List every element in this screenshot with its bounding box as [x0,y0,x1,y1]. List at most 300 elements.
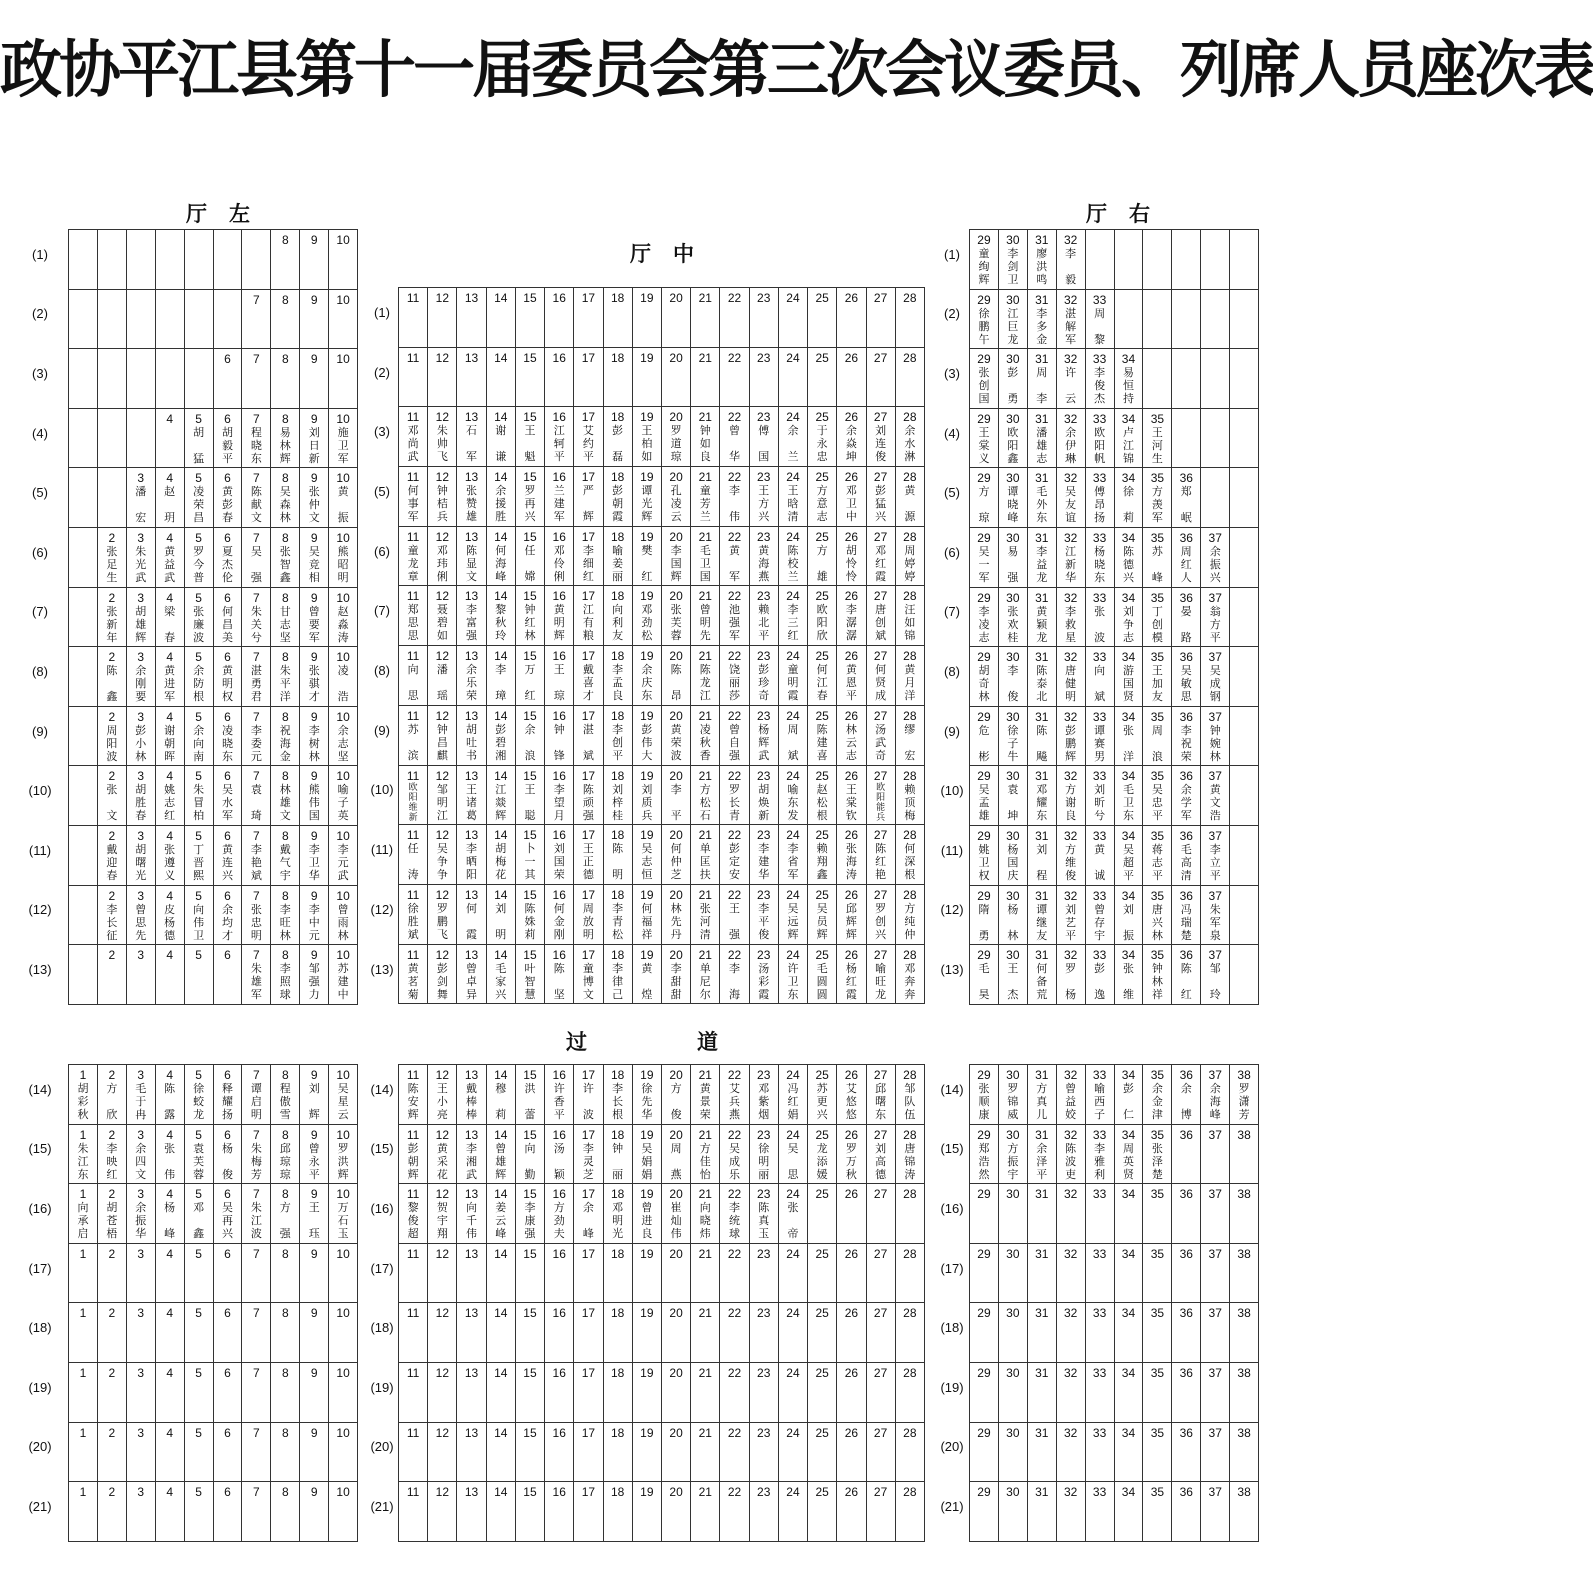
seat-cell [516,825,545,884]
seat-number: 19 [640,1187,654,1202]
seat-number: 37 [1208,769,1222,784]
seat-cell [545,885,574,944]
seat-cell [271,1125,300,1184]
seat-number: 5 [195,411,202,426]
seat-number: 19 [640,589,654,604]
seat-name: 晏 路 [1180,604,1192,644]
seat-number: 4 [166,709,174,724]
seat-cell [185,766,214,825]
row-label: (20) [940,1439,964,1455]
seat-number: 38 [1237,1485,1251,1500]
seat-cell [999,647,1028,706]
seat-cell [329,886,357,945]
seat-number: 9 [310,530,318,545]
seat-cell [185,1363,214,1422]
seat-number: 13 [464,1246,479,1261]
seat-cell [516,288,545,347]
seat-number: 7 [253,1068,260,1082]
seat-cell [1201,528,1230,587]
seat-cell [69,409,98,468]
seat-number: 29 [977,1306,991,1321]
seat-number: 31 [1035,1127,1049,1142]
seat-row [69,1125,357,1185]
seat-number: 34 [1121,1365,1136,1380]
seat-name: 郑 浩 然 [978,1141,990,1181]
seat-name: 樊 红 [641,543,653,583]
seat-cell [1115,290,1144,349]
seat-cell [1230,707,1258,766]
seat-name: 余 振 兴 [1209,544,1221,584]
seat-number: 32 [1063,233,1078,247]
seat-row [69,647,357,707]
seat-name: 曾 自 强 [729,722,741,762]
seat-cell [1057,1363,1086,1422]
seat-cell [867,1363,896,1422]
seat-number: 33 [1092,948,1107,963]
seat-cell [750,348,779,407]
seat-number: 26 [844,708,859,723]
seat-name: 喻 旺 龙 [875,961,887,1001]
seat-number: 27 [873,1425,888,1440]
seat-name: 余 援 胜 [495,484,507,524]
seat-cell [399,407,428,466]
seat-name: 施 卫 军 [337,425,349,465]
seat-cell [1143,1303,1172,1362]
seat-cell [487,885,516,944]
seat-cell [896,1184,924,1243]
row-label: (20) [28,1439,52,1455]
seat-name: 余 防 根 [193,664,205,704]
seat-number: 10 [336,292,350,307]
row-label: (17) [370,1260,394,1276]
seat-cell [1201,1423,1230,1482]
seat-cell [329,1482,357,1541]
seat-name: 兰 建 军 [553,484,565,524]
seat-number: 23 [757,1127,771,1142]
row-label: (9) [32,723,48,739]
seat-number: 13 [464,947,479,962]
seat-name: 汤 颖 [553,1141,565,1181]
seat-name: 李 照 球 [279,962,291,1002]
seat-name: 李 青 松 [612,901,624,941]
seat-name: 张 顺 康 [978,1082,990,1121]
row-label: (19) [940,1379,964,1395]
seat-cell [1143,1363,1172,1422]
seat-cell [1201,1065,1230,1124]
seat-cell [300,826,329,885]
seat-name: 李 律 己 [612,961,624,1001]
seat-number: 33 [1092,1187,1107,1202]
seat-number: 13 [464,708,479,723]
seat-cell [1230,1303,1258,1362]
seat-cell [185,707,214,766]
seat-name: 唐 锦 涛 [904,1141,916,1181]
seat-number: 4 [166,1425,174,1440]
seat-cell [127,1065,156,1124]
seat-name: 何 昌 美 [221,604,233,644]
seat-number: 8 [281,828,289,843]
seat-name: 邓 玮 俐 [436,543,448,583]
seat-number: 4 [166,1485,174,1500]
seat-cell [750,407,779,466]
seat-name: 张 海 涛 [845,842,857,882]
seat-number: 8 [281,1306,289,1321]
seat-cell [98,1065,127,1124]
seat-number: 35 [1150,1246,1165,1261]
seat-number: 18 [610,1425,625,1440]
seat-name: 汪 如 锦 [904,603,916,643]
seat-cell [750,1303,779,1362]
seat-number: 34 [1121,1425,1136,1440]
seat-number: 34 [1121,888,1136,903]
seat-number: 26 [844,470,859,485]
seat-name: 邹 强 力 [308,962,320,1002]
seat-number: 15 [523,410,537,425]
seat-number: 26 [844,828,859,843]
seat-number: 10 [336,1485,350,1500]
seat-number: 29 [977,411,991,426]
row-label: (16) [940,1201,964,1216]
seat-cell [1172,1303,1201,1362]
seat-cell [300,1065,329,1124]
seat-number: 24 [786,1306,800,1321]
seat-number: 37 [1208,590,1222,605]
seat-name: 余 四 文 [135,1141,147,1181]
seat-cell [779,825,808,884]
seat-number: 21 [698,589,712,604]
seat-cell [662,766,691,825]
seat-number: 21 [698,887,712,902]
seat-row [399,1125,924,1185]
seat-cell [1230,588,1258,647]
seat-cell [1086,468,1115,527]
seat-number: 30 [1006,828,1020,843]
seat-number: 18 [610,828,625,843]
seat-cell [98,468,127,527]
seat-cell [271,230,300,289]
seat-cell [1028,349,1057,408]
seat-name: 易 林 辉 [279,425,291,465]
seat-number: 2 [108,1246,116,1261]
seat-name: 易 恒 持 [1122,366,1134,406]
seat-number: 1 [79,1127,87,1142]
seat-number: 3 [137,1068,145,1082]
seat-cell [271,707,300,766]
seat-name: 李 晒 阳 [466,842,478,882]
seat-number: 2 [108,888,116,903]
seat-cell [1086,528,1115,587]
seat-number: 38 [1237,1068,1251,1082]
seat-cell [750,885,779,944]
seat-number: 29 [977,352,991,367]
seat-row [399,586,924,646]
seat-name: 黄 恩 平 [845,663,857,703]
seat-cell [1201,349,1230,408]
row-label: (15) [28,1141,52,1157]
seat-number: 15 [523,350,537,365]
seat-name: 向 晓 炜 [699,1201,711,1241]
seat-name: 陈 飚 [1036,723,1048,763]
seat-name: 石 军 [466,424,478,464]
seat-number: 2 [108,1306,116,1321]
seat-number: 37 [1208,948,1222,963]
seat-number: 9 [310,1425,318,1440]
seat-name: 张 维 [1122,962,1134,1002]
seat-number: 4 [166,530,174,545]
seat-name: 吴 敏 思 [1180,664,1192,704]
seat-row [69,588,357,648]
seat-cell [662,288,691,347]
seat-number: 11 [406,529,420,544]
seat-cell [487,646,516,705]
row-label: (13) [940,962,964,977]
seat-name: 吴 志 恒 [641,842,653,882]
seat-number: 20 [669,768,683,783]
seat-cell [428,1244,457,1303]
seat-name: 黄 明 权 [221,664,233,704]
seat-cell [69,468,98,527]
seat-number: 32 [1063,1246,1078,1261]
seat-cell [1143,349,1172,408]
row-label: (15) [370,1141,394,1157]
seat-cell [720,646,749,705]
seat-name: 喻 东 发 [787,782,799,822]
seat-cell [214,1184,243,1243]
seat-number: 13 [464,1365,479,1380]
seat-name: 梁 春 [164,604,176,644]
seat-name: 陈 顽 强 [582,782,594,822]
seat-name: 万 石 玉 [337,1201,349,1241]
seat-name: 徐 蛟 龙 [193,1082,205,1121]
seat-number: 11 [406,1306,420,1321]
seat-cell [896,766,924,825]
middle-seat-block [398,287,925,1004]
seat-number: 29 [977,1127,991,1142]
seat-number: 18 [610,589,625,604]
seat-cell [867,467,896,526]
seat-name: 朱 帅 飞 [436,424,448,464]
seat-number: 3 [137,1187,145,1202]
seat-cell [1172,945,1201,1004]
seat-number: 26 [844,1246,859,1261]
seat-number: 15 [523,649,537,664]
seat-cell [808,348,837,407]
seat-number: 33 [1092,650,1107,665]
seat-cell [399,1244,428,1303]
seat-cell [457,945,486,1004]
seat-name: 彭 定 安 [729,842,741,882]
seat-cell [574,1184,603,1243]
seat-number: 7 [253,888,260,903]
seat-number: 22 [727,1127,742,1142]
seat-number: 19 [640,1365,654,1380]
seat-cell [1086,1363,1115,1422]
seat-name: 黄 进 军 [164,664,176,704]
seat-number: 27 [873,529,888,544]
seat-number: 34 [1121,650,1136,665]
seat-cell [457,825,486,884]
seat-number: 35 [1150,1127,1165,1142]
seat-name: 彭 小 林 [135,723,147,763]
seat-cell [1172,707,1201,766]
seat-number: 18 [610,887,625,902]
seat-cell [300,290,329,349]
seat-cell [1028,1184,1057,1243]
seat-cell [837,1363,866,1422]
seat-cell [750,467,779,526]
row-label: (8) [944,664,960,679]
seat-number: 8 [281,530,289,545]
seat-name: 单 尼 尔 [699,961,711,1001]
seat-name: 黄 彭 春 [221,485,233,525]
seat-cell [691,1423,720,1482]
seat-cell [214,766,243,825]
seat-number: 29 [977,650,991,665]
seat-name: 张 泽 楚 [1151,1141,1163,1181]
seat-cell [720,885,749,944]
seat-cell [428,945,457,1004]
seat-name: 游 国 贤 [1122,664,1134,704]
seat-cell [185,1303,214,1362]
seat-name: 隋 勇 [978,902,990,942]
seat-number: 17 [581,887,596,902]
seat-number: 26 [844,350,859,365]
seat-cell [633,1423,662,1482]
seat-cell [457,348,486,407]
seat-cell [1143,945,1172,1004]
seat-cell [428,885,457,944]
seat-cell [1230,1065,1258,1124]
seat-name: 余 水 淋 [904,424,916,464]
seat-number: 20 [669,1068,683,1082]
seat-cell [185,1482,214,1541]
seat-name: 丁 创 模 [1151,604,1163,644]
seat-name: 陈 泰 北 [1036,664,1048,704]
seat-cell [779,706,808,765]
seat-row [970,1244,1258,1304]
seat-number: 29 [977,590,991,605]
seat-number: 23 [757,1485,771,1500]
seat-cell [662,1065,691,1124]
seat-number: 17 [581,768,596,783]
seat-cell [545,825,574,884]
seat-cell [1230,468,1258,527]
seat-cell [808,1303,837,1362]
seat-name: 罗 今 普 [193,544,205,584]
seat-cell [867,527,896,586]
seat-number: 32 [1063,769,1078,784]
seat-number: 27 [873,350,888,365]
seat-cell [970,1184,999,1243]
seat-name: 余 海 峰 [1209,1082,1221,1121]
seat-number: 13 [464,410,479,425]
seat-cell [545,527,574,586]
seat-number: 19 [640,887,654,902]
seat-name: 曾 华 [729,424,741,464]
seat-number: 2 [108,769,116,784]
seat-cell [300,409,329,468]
seat-row [399,1244,924,1304]
seat-cell [1057,1065,1086,1124]
seat-number: 14 [494,649,508,664]
seat-number: 18 [610,350,625,365]
seat-cell [1172,1184,1201,1243]
seat-cell [487,1303,516,1362]
seat-cell [633,288,662,347]
seat-name: 杨 俊 [221,1141,233,1181]
seat-number: 11 [406,470,420,485]
seat-name: 童 绚 辉 [978,247,990,286]
seat-number: 31 [1035,948,1049,963]
seat-cell [896,1303,924,1362]
seat-cell [156,1363,185,1422]
seat-row [399,825,924,885]
seat-cell [779,1303,808,1362]
seat-cell [896,407,924,466]
row-label: (3) [32,366,48,381]
seat-number: 13 [464,529,479,544]
seat-number: 24 [786,947,800,962]
seat-cell [98,1184,127,1243]
seat-name: 黄 月 洋 [904,663,916,703]
seat-number: 12 [435,1187,449,1202]
seat-cell [837,885,866,944]
seat-cell [242,1125,271,1184]
seat-cell [720,1184,749,1243]
seat-name: 冯 红 娟 [787,1082,799,1121]
seat-row [69,1482,357,1542]
seat-number: 4 [166,1127,174,1142]
seat-number: 8 [281,1425,289,1440]
seat-row [69,290,357,350]
seat-cell [1115,1423,1144,1482]
seat-name: 钟 婉 林 [1209,723,1221,763]
seat-number: 4 [166,888,174,903]
seat-cell [69,349,98,408]
seat-cell [604,706,633,765]
seat-cell [896,1482,924,1541]
seat-cell [1201,290,1230,349]
seat-name: 张 河 清 [699,901,711,941]
seat-number: 7 [253,590,260,605]
seat-cell [970,468,999,527]
seat-number: 2 [108,1365,116,1380]
seat-number: 35 [1150,1485,1165,1500]
row-label: (18) [28,1320,52,1336]
row-label: (4) [32,425,48,441]
seat-cell [214,647,243,706]
seat-cell [399,1125,428,1184]
seat-number: 9 [310,1365,318,1380]
seat-cell [329,766,357,825]
seat-name: 余 均 才 [221,902,233,942]
seat-name: 向 勤 [524,1141,536,1181]
seat-name: 张 骐 才 [308,664,320,704]
row-label: (15) [940,1141,964,1157]
seat-cell [457,706,486,765]
seat-name: 李 雅 利 [1094,1141,1106,1181]
seat-number: 26 [844,410,859,425]
seat-name: 何 备 荒 [1036,962,1048,1002]
seat-cell [69,1184,98,1243]
seat-name: 方 欣 [106,1082,118,1121]
seat-cell [750,527,779,586]
seat-name: 陈 龙 江 [699,663,711,703]
seat-name: 何 江 春 [816,663,828,703]
seat-number: 7 [253,530,260,545]
seat-number: 11 [406,1365,420,1380]
seat-cell [399,1423,428,1482]
